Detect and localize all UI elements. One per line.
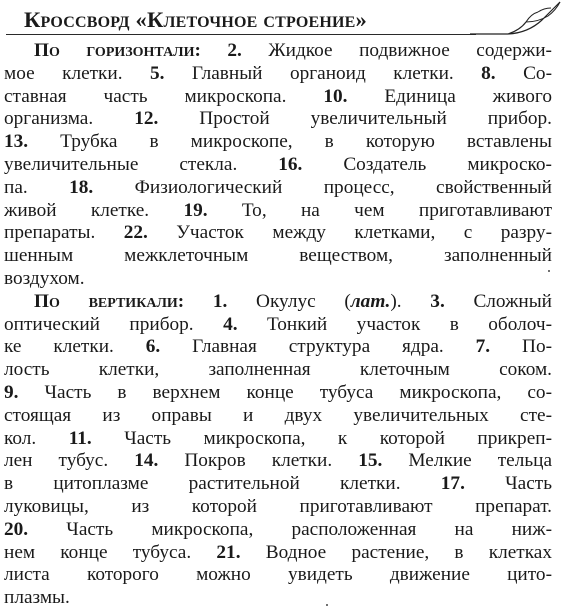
clue-text: оптический прибор. <box>4 313 224 335</box>
clue-text: препараты. <box>4 222 124 244</box>
clue-line <box>4 359 552 382</box>
clue-number: 4. <box>223 313 238 335</box>
clue-text: По- <box>490 336 552 358</box>
clue-number: 3. <box>430 290 445 312</box>
clue-text: шенным межклеточным веществом, заполненный <box>4 245 552 267</box>
clue-number: 22. <box>123 222 148 244</box>
clue-number: 8. <box>481 62 496 84</box>
clue-text: Физиологический процесс, свойственный <box>93 176 552 198</box>
clue-number: 1. <box>212 290 228 312</box>
clue-text: лость клетки, заполненная клеточным соком. <box>4 359 552 381</box>
clue-text: листа которого можно увидеть движение цито- <box>4 564 552 586</box>
clue-line <box>4 314 552 337</box>
clue-text: плазмы. <box>4 587 70 609</box>
clue-line <box>4 519 552 542</box>
clue-number: 18. <box>69 176 94 198</box>
clue-line <box>4 154 552 177</box>
clue-line <box>4 587 552 610</box>
clue-text: лат. <box>350 290 391 312</box>
clue-number: 6. <box>145 336 161 358</box>
clue-number: 19. <box>183 199 208 221</box>
clue-text: нем конце тубуса. <box>4 541 217 563</box>
clue-number: 13. <box>4 131 29 153</box>
clue-text: организма. <box>4 108 135 130</box>
vertical-clues <box>4 291 552 610</box>
clue-line <box>4 245 552 268</box>
clue-text: увеличительные стекла. <box>4 153 279 175</box>
clue-text: Часть микроскопа, расположенная на ниж- <box>28 518 552 540</box>
clue-line <box>4 63 552 86</box>
crossword-clues <box>4 40 552 610</box>
clue-text: Участок между клетками, с разру- <box>147 222 552 244</box>
clue-line <box>4 473 552 496</box>
clue-line <box>4 428 552 451</box>
clue-line <box>4 291 552 314</box>
clue-line <box>4 177 552 200</box>
clue-number: 11. <box>68 427 92 449</box>
clue-line <box>4 450 552 473</box>
clue-line <box>4 86 552 109</box>
horizontal-heading: По горизонтали: <box>34 40 201 61</box>
title-underline <box>6 34 476 35</box>
clue-number: 2. <box>227 40 242 61</box>
clue-number: 20. <box>4 518 29 540</box>
clue-text: Жидкое подвижное содержи- <box>241 40 552 61</box>
clue-text: Простой увеличительный прибор. <box>158 108 552 130</box>
clue-line <box>4 131 552 154</box>
clue-line <box>4 108 552 131</box>
print-speck <box>548 270 550 272</box>
clue-number: 15. <box>358 450 383 472</box>
clue-number: 14. <box>134 450 159 472</box>
crossword-title: Кроссворд «Клеточное строение» <box>24 7 367 32</box>
clue-text: воздухом. <box>4 267 85 289</box>
clue-text: Единица живого <box>347 85 552 107</box>
clue-text: в цитоплазме растительной клетки. <box>4 473 441 495</box>
clue-text: Главная структура ядра. <box>160 336 476 358</box>
curled-page-corner-icon <box>468 0 569 40</box>
clue-line <box>4 200 552 223</box>
clue-text: ). <box>390 290 431 312</box>
clue-text: Часть <box>464 473 552 495</box>
horizontal-clues <box>4 40 552 291</box>
clue-text: Окулус ( <box>227 290 351 312</box>
clue-number: 17. <box>440 473 465 495</box>
clue-text: живой клетке. <box>4 199 184 221</box>
clue-line <box>4 542 552 565</box>
clue-text: мое клетки. <box>4 62 151 84</box>
clue-line <box>4 268 552 291</box>
clue-text: То, на чем приготавливают <box>207 199 552 221</box>
clue-line <box>4 382 552 405</box>
clue-text: Часть микроскопа, к которой прикреп- <box>91 427 552 449</box>
clue-text: кол. <box>4 427 69 449</box>
clue-text: стоящая из оправы и двух увеличительных сте- <box>4 404 552 426</box>
clue-number: 16. <box>278 153 303 175</box>
clue-text: Мелкие тельца <box>382 450 552 472</box>
clue-number: 21. <box>216 541 241 563</box>
clue-text: Создатель микроско- <box>302 153 552 175</box>
clue-text: Трубка в микроскопе, в которую вставлены <box>28 131 552 153</box>
clue-text: ставная часть микроскопа. <box>4 85 324 107</box>
clue-line <box>4 222 552 245</box>
print-speck <box>326 604 328 606</box>
clue-text: ке клетки. <box>4 336 146 358</box>
clue-text: Часть в верхнем конце тубуса микроскопа, со- <box>18 381 552 403</box>
clue-text: луковицы, из которой приготавливают препарат. <box>4 495 552 517</box>
clue-text: Главный органоид клетки. <box>164 62 482 84</box>
clue-text: Водное растение, в клетках <box>240 541 552 563</box>
clue-number: 7. <box>475 336 491 358</box>
clue-text: Сложный <box>444 290 552 312</box>
clue-text: па. <box>4 176 70 198</box>
clue-line <box>4 496 552 519</box>
clue-text: лен тубус. <box>4 450 135 472</box>
clue-line <box>4 405 552 428</box>
clue-number: 5. <box>150 62 165 84</box>
vertical-heading: По вертикали: <box>34 290 185 312</box>
clue-line <box>4 336 552 359</box>
clue-number: 12. <box>134 108 159 130</box>
clue-line <box>4 564 552 587</box>
clue-text: Со- <box>495 62 552 84</box>
clue-number: 10. <box>323 85 348 107</box>
clue-number: 9. <box>4 381 19 403</box>
clue-text: Покров клетки. <box>158 450 359 472</box>
clue-line <box>4 40 552 63</box>
clue-text: Тонкий участок в оболоч- <box>237 313 552 335</box>
